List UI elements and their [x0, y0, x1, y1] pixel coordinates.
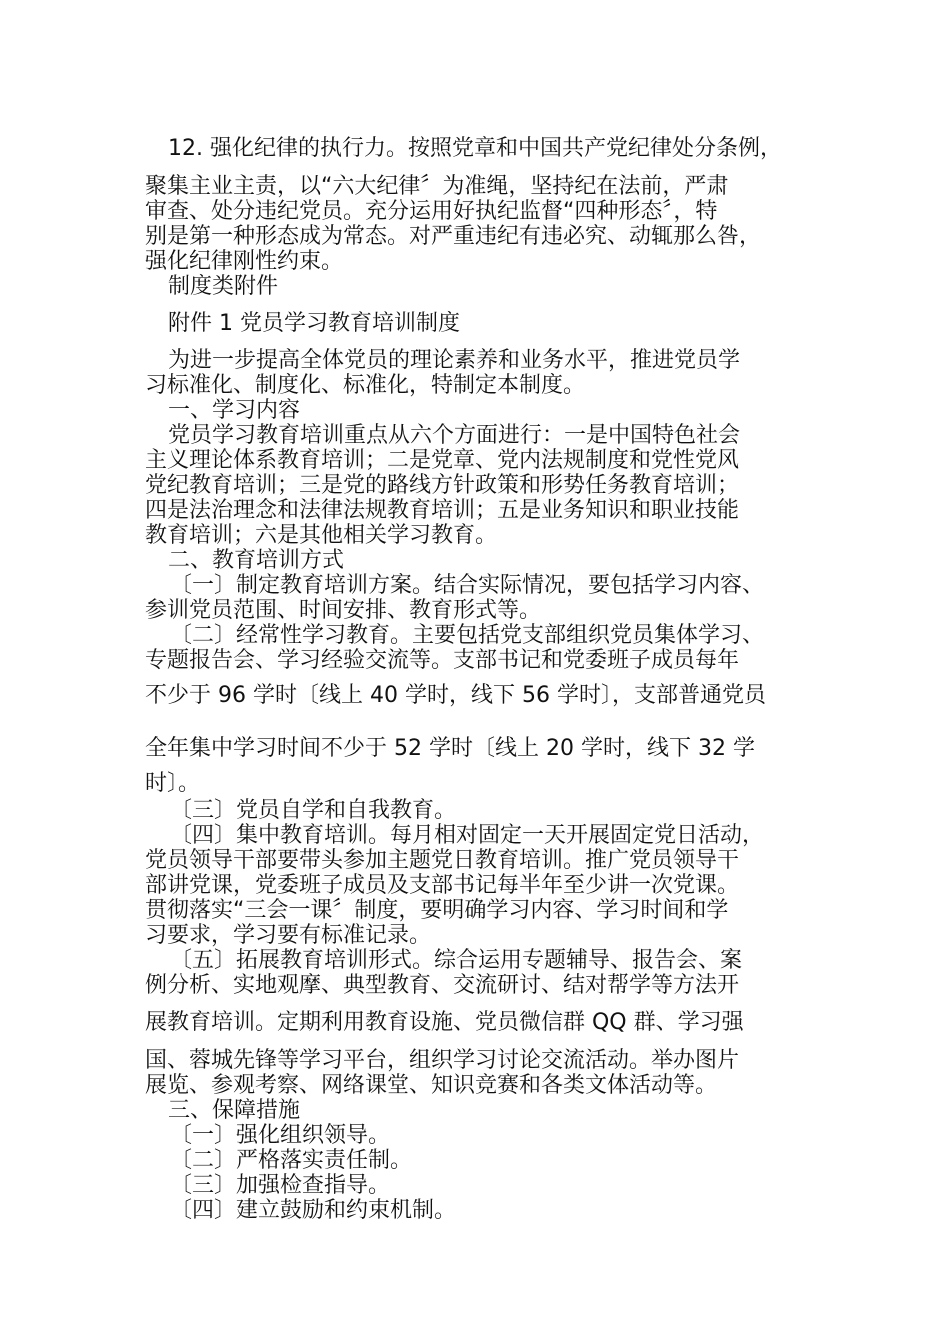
paragraph-line: 部讲党课，党委班子成员及支部书记每半年至少讲一次党课。 [145, 873, 740, 898]
paragraph-line: 12. 强化纪律的执行力。按照党章和中国共产党纪律处分条例， [168, 136, 782, 161]
paragraph-line: 党员学习教育培训重点从六个方面进行：一是中国特色社会 [168, 423, 741, 448]
paragraph-line: 例分析、实地观摩、典型教育、交流研讨、结对帮学等方法开 [145, 973, 740, 998]
list-item: 〔三〕加强检查指导。 [170, 1173, 391, 1198]
paragraph-line: 习要求，学习要有标准记录。 [145, 923, 432, 948]
paragraph-line: 贯彻落实“三会一课〞制度，要明确学习内容、学习时间和学 [145, 898, 729, 923]
paragraph-line: 参训党员范围、时间安排、教育形式等。 [145, 598, 542, 623]
paragraph-line: 习标准化、制度化、标准化，特制定本制度。 [145, 373, 586, 398]
paragraph-line: 〔三〕党员自学和自我教育。 [170, 798, 457, 823]
section-heading: 制度类附件 [168, 274, 279, 299]
section-heading: 一、学习内容 [168, 398, 301, 423]
paragraph-line: 聚集主业主责，以“六大纪律〞为准绳，坚持纪在法前，严肃 [145, 174, 729, 199]
list-item: 〔二〕严格落实责任制。 [170, 1148, 413, 1173]
section-heading: 二、教育培训方式 [168, 548, 345, 573]
paragraph-line: 〔五〕拓展教育培训形式。综合运用专题辅导、报告会、案 [170, 948, 743, 973]
paragraph-line: 党员领导干部要带头参加主题党日教育培训。推广党员领导干 [145, 848, 740, 873]
paragraph-line: 展教育培训。定期利用教育设施、党员微信群 QQ 群、学习强 [145, 1010, 744, 1035]
paragraph-line: 〔四〕集中教育培训。每月相对固定一天开展固定党日活动， [170, 823, 765, 848]
paragraph-line: 国、蓉城先锋等学习平台，组织学习讨论交流活动。举办图片 [145, 1048, 740, 1073]
paragraph-line: 全年集中学习时间不少于 52 学时〔线上 20 学时，线下 32 学 [145, 736, 755, 761]
paragraph-line: 时〕。 [145, 771, 201, 796]
paragraph-line: 专题报告会、学习经验交流等。支部书记和党委班子成员每年 [145, 648, 740, 673]
paragraph-line: 不少于 96 学时〔线上 40 学时，线下 56 学时〕，支部普通党员 [145, 683, 766, 708]
paragraph-line: 展览、参观考察、网络课堂、知识竞赛和各类文体活动等。 [145, 1073, 718, 1098]
paragraph-line: 四是法治理念和法律法规教育培训；五是业务知识和职业技能 [145, 498, 740, 523]
paragraph-line: 主义理论体系教育培训；二是党章、党内法规制度和党性党风 [145, 448, 740, 473]
paragraph-line: 为进一步提高全体党员的理论素养和业务水平，推进党员学 [168, 348, 741, 373]
paragraph-line: 教育培训；六是其他相关学习教育。 [145, 523, 498, 548]
paragraph-line: 党纪教育培训；三是党的路线方针政策和形势任务教育培训； [145, 473, 740, 498]
attachment-title: 附件 1 党员学习教育培训制度 [168, 311, 460, 336]
paragraph-line: 审查、处分违纪党员。充分运用好执纪监督“四种形态〞，特 [145, 199, 718, 224]
paragraph-line: 〔二〕经常性学习教育。主要包括党支部组织党员集体学习、 [170, 623, 765, 648]
paragraph-line: 别是第一种形态成为常态。对严重违纪有违必究、动辄那么咎， [145, 224, 762, 249]
paragraph-line: 强化纪律刚性约束。 [145, 249, 344, 274]
list-item: 〔四〕建立鼓励和约束机制。 [170, 1198, 457, 1223]
list-item: 〔一〕强化组织领导。 [170, 1123, 391, 1148]
paragraph-line: 〔一〕制定教育培训方案。结合实际情况，要包括学习内容、 [170, 573, 765, 598]
section-heading: 三、保障措施 [168, 1098, 301, 1123]
